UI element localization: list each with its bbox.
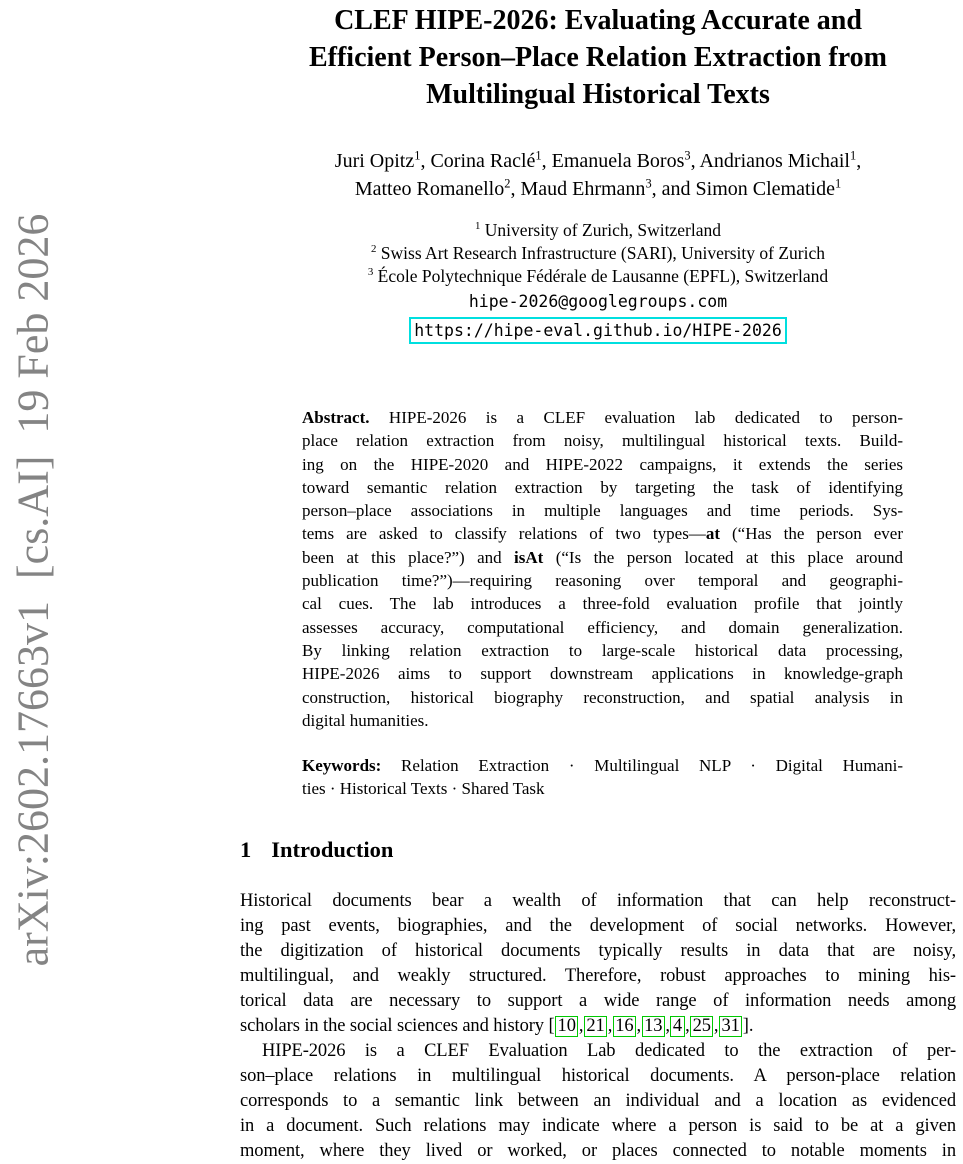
text-line: son–place relations in multilingual historical documents. A person-place relation — [240, 1065, 956, 1086]
arxiv-watermark: arXiv:2602.17663v1 [cs.AI] 19 Feb 2026 — [8, 213, 58, 967]
text-line: person–place associations in multiple languages and time periods. Sys- — [302, 501, 903, 521]
text-line: digital humanities. — [302, 710, 429, 730]
text-line: $^1$ University of Zurich, Switzerland — [475, 220, 721, 240]
citation-link[interactable]: 21 — [584, 1016, 607, 1037]
text-line: scholars in the social sciences and history [ 10 , 21 , 16 , 13 , 4 , 25 , 31 ]. — [240, 1015, 754, 1036]
author-list — [240, 147, 956, 203]
text-line: toward semantic relation extraction by targeting the task of identifying — [302, 477, 903, 497]
text-line: multilingual, and weakly structured. Therefore, robust approaches to mining his- — [240, 965, 956, 986]
contact-row — [240, 290, 956, 314]
text-line: torical data are necessary to support a wide range of information needs among — [240, 990, 956, 1011]
citation-link[interactable]: 25 — [690, 1016, 713, 1037]
text-line: construction, historical biography reconstruction, and spatial analysis in — [302, 687, 903, 707]
affiliation-list — [240, 219, 956, 288]
text-line: place relation extraction from noisy, multilingual historical texts. Build- — [302, 431, 903, 451]
project-url-link[interactable]: https://hipe-eval.github.io/HIPE-2026 — [409, 317, 787, 344]
paper-title — [240, 0, 956, 113]
text-line: Multilingual Historical Texts — [426, 79, 770, 110]
text-line: Efficient Person–Place Relation Extraction from — [308, 42, 887, 73]
contact-email: hipe-2026@googlegroups.com — [468, 292, 728, 311]
text-line: $^3$ École Polytechnique Fédérale de Lausanne (EPFL), Switzerland — [367, 266, 829, 286]
abstract-text — [302, 406, 903, 732]
citation-link[interactable]: 4 — [670, 1016, 684, 1037]
section-heading — [240, 837, 956, 863]
text-line: HIPE-2026 aims to support downstream applications in knowledge-graph — [302, 664, 903, 684]
text-line: tems are asked to classify relations of two types—at (“Has the person ever — [302, 524, 903, 544]
intro-paragraph-1 — [240, 889, 956, 1039]
text-line: Matteo Romanello$^2$, Maud Ehrmann$^3$, and Simon Clematide$^1$ — [354, 176, 842, 200]
text-line: ties · Historical Texts · Shared Task — [302, 779, 545, 799]
url-row — [240, 317, 956, 344]
text-line: Abstract. HIPE-2026 is a CLEF evaluation lab dedicated to person- — [302, 408, 903, 427]
text-line: HIPE-2026 is a CLEF Evaluation Lab dedicated to the extraction of per- — [262, 1040, 956, 1061]
text-line: Juri Opitz$^1$, Corina Raclé$^1$, Emanuela Boros$^3$, Andrianos Michail$^1$, — [334, 148, 862, 172]
text-line: assesses accuracy, computational efficiency, and domain generalization. — [302, 617, 903, 637]
text-line: corresponds to a semantic link between an individual and a location as evidenced — [240, 1090, 956, 1111]
text-line: $^2$ Swiss Art Research Infrastructure (SARI), University of Zurich — [371, 243, 825, 263]
citation-link[interactable]: 13 — [642, 1016, 665, 1037]
section-title: Introduction — [271, 836, 394, 862]
paper-content — [240, 0, 956, 1164]
text-line: CLEF HIPE-2026: Evaluating Accurate and — [334, 5, 862, 36]
text-line: ing on the HIPE-2020 and HIPE-2022 campaigns, it extends the series — [302, 454, 903, 474]
text-line: Historical documents bear a wealth of information that can help reconstruct- — [240, 890, 956, 911]
keywords — [302, 754, 903, 801]
text-line: Keywords: Relation Extraction · Multilingual NLP · Digital Humani- — [302, 756, 903, 776]
text-line: By linking relation extraction to large-scale historical data processing, — [302, 640, 903, 660]
intro-paragraph-2 — [240, 1039, 956, 1164]
text-line: in a document. Such relations may indicate where a person is said to be at a given — [240, 1115, 956, 1136]
text-line: the digitization of historical documents typically results in data that are noisy, — [240, 940, 956, 961]
section-number: 1 — [240, 836, 252, 862]
text-line: publication time?”)—requiring reasoning over temporal and geographi- — [302, 571, 903, 591]
text-line: ing past events, biographies, and the development of social networks. However, — [240, 915, 956, 936]
citation-link[interactable]: 31 — [719, 1016, 742, 1037]
text-line: been at this place?”) and isAt (“Is the person located at this place around — [302, 547, 903, 567]
citation-link[interactable]: 10 — [555, 1016, 578, 1037]
text-line: cal cues. The lab introduces a three-fold evaluation profile that jointly — [302, 594, 903, 614]
text-line: moment, where they lived or worked, or places connected to notable moments in — [240, 1140, 956, 1161]
citation-link[interactable]: 16 — [613, 1016, 636, 1037]
